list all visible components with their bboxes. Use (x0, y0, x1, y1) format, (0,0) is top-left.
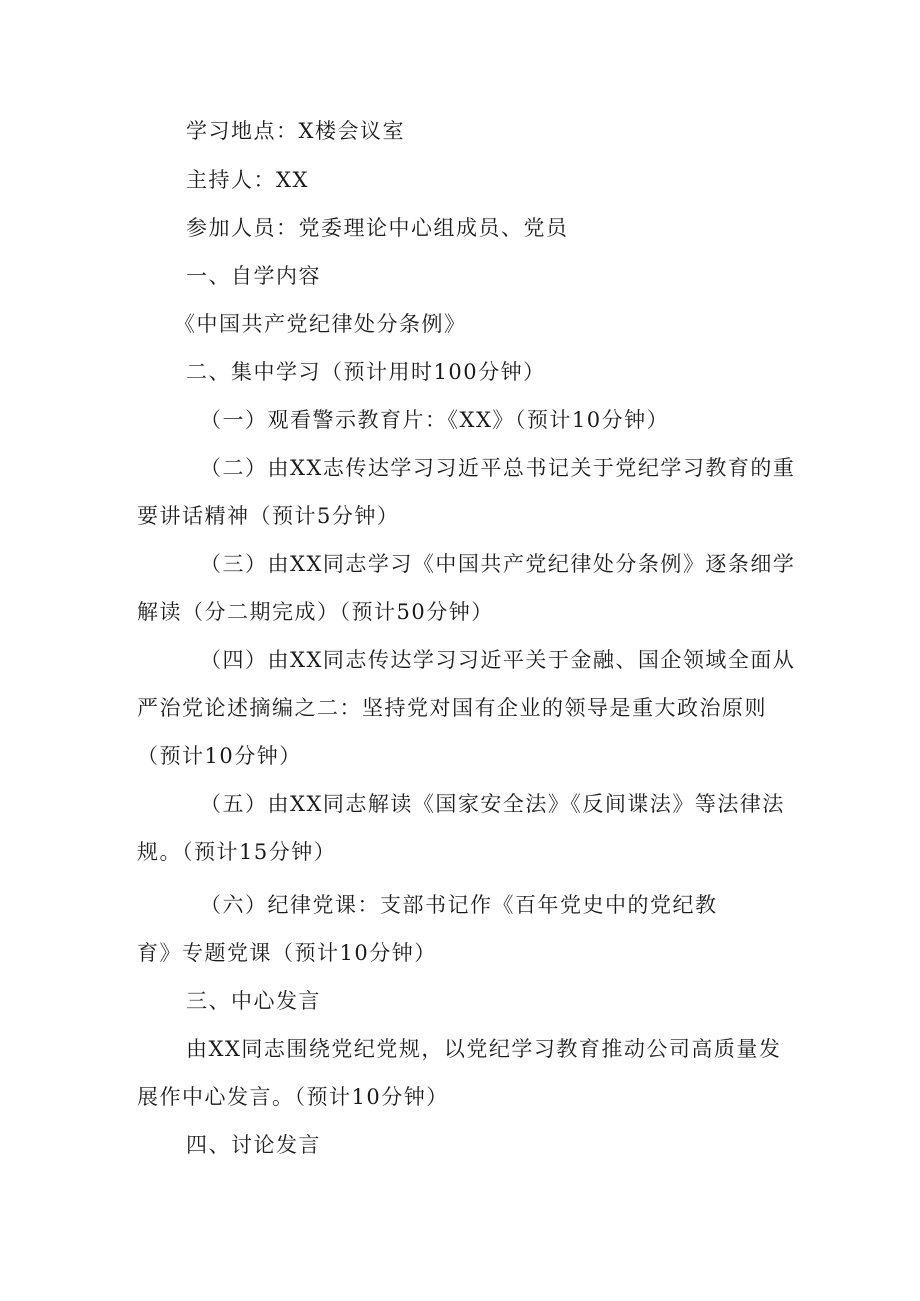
section-heading-3: 三、中心发言 (186, 989, 321, 1013)
central-speech-line-2: 展作中心发言。（预计10分钟） (137, 1085, 449, 1109)
study-location: 学习地点：X楼会议室 (186, 119, 405, 143)
item-3-line-1: （三）由XX同志学习《中国共产党纪律处分条例》逐条细学 (200, 552, 796, 576)
section-heading-4: 四、讨论发言 (186, 1133, 321, 1157)
item-1: （一）观看警示教育片：《XX》（预计10分钟） (200, 408, 670, 432)
item-5-line-2: 规。（预计15分钟） (137, 840, 337, 864)
item-4-line-2: 严治党论述摘编之二：坚持党对国有企业的领导是重大政治原则 (137, 696, 767, 720)
item-5-line-1: （五）由XX同志解读《国家安全法》《反间谍法》等法律法 (200, 792, 785, 816)
central-speech-line-1: 由XX同志围绕党纪党规，以党纪学习教育推动公司高质量发 (186, 1037, 782, 1061)
item-2-line-2: 要讲话精神（预计5分钟） (137, 504, 400, 528)
section-heading-1: 一、自学内容 (186, 264, 321, 288)
item-4-line-3: （预计10分钟） (137, 744, 302, 768)
item-4-line-1: （四）由XX同志传达学习习近平关于金融、国企领域全面从 (200, 648, 796, 672)
self-study-content: 《中国共产党纪律处分条例》 (174, 312, 467, 336)
participants: 参加人员：党委理论中心组成员、党员 (186, 216, 569, 240)
item-6-line-1: （六）纪律党课：支部书记作《百年党史中的党纪教 (200, 893, 718, 917)
item-2-line-1: （二）由XX志传达学习习近平总书记关于党纪学习教育的重 (200, 456, 796, 480)
item-3-line-2: 解读（分二期完成）（预计50分钟） (137, 600, 494, 624)
host: 主持人：XX (186, 168, 309, 192)
item-6-line-2: 育》专题党课（预计10分钟） (137, 941, 437, 965)
section-heading-2: 二、集中学习（预计用时100分钟） (186, 360, 546, 384)
